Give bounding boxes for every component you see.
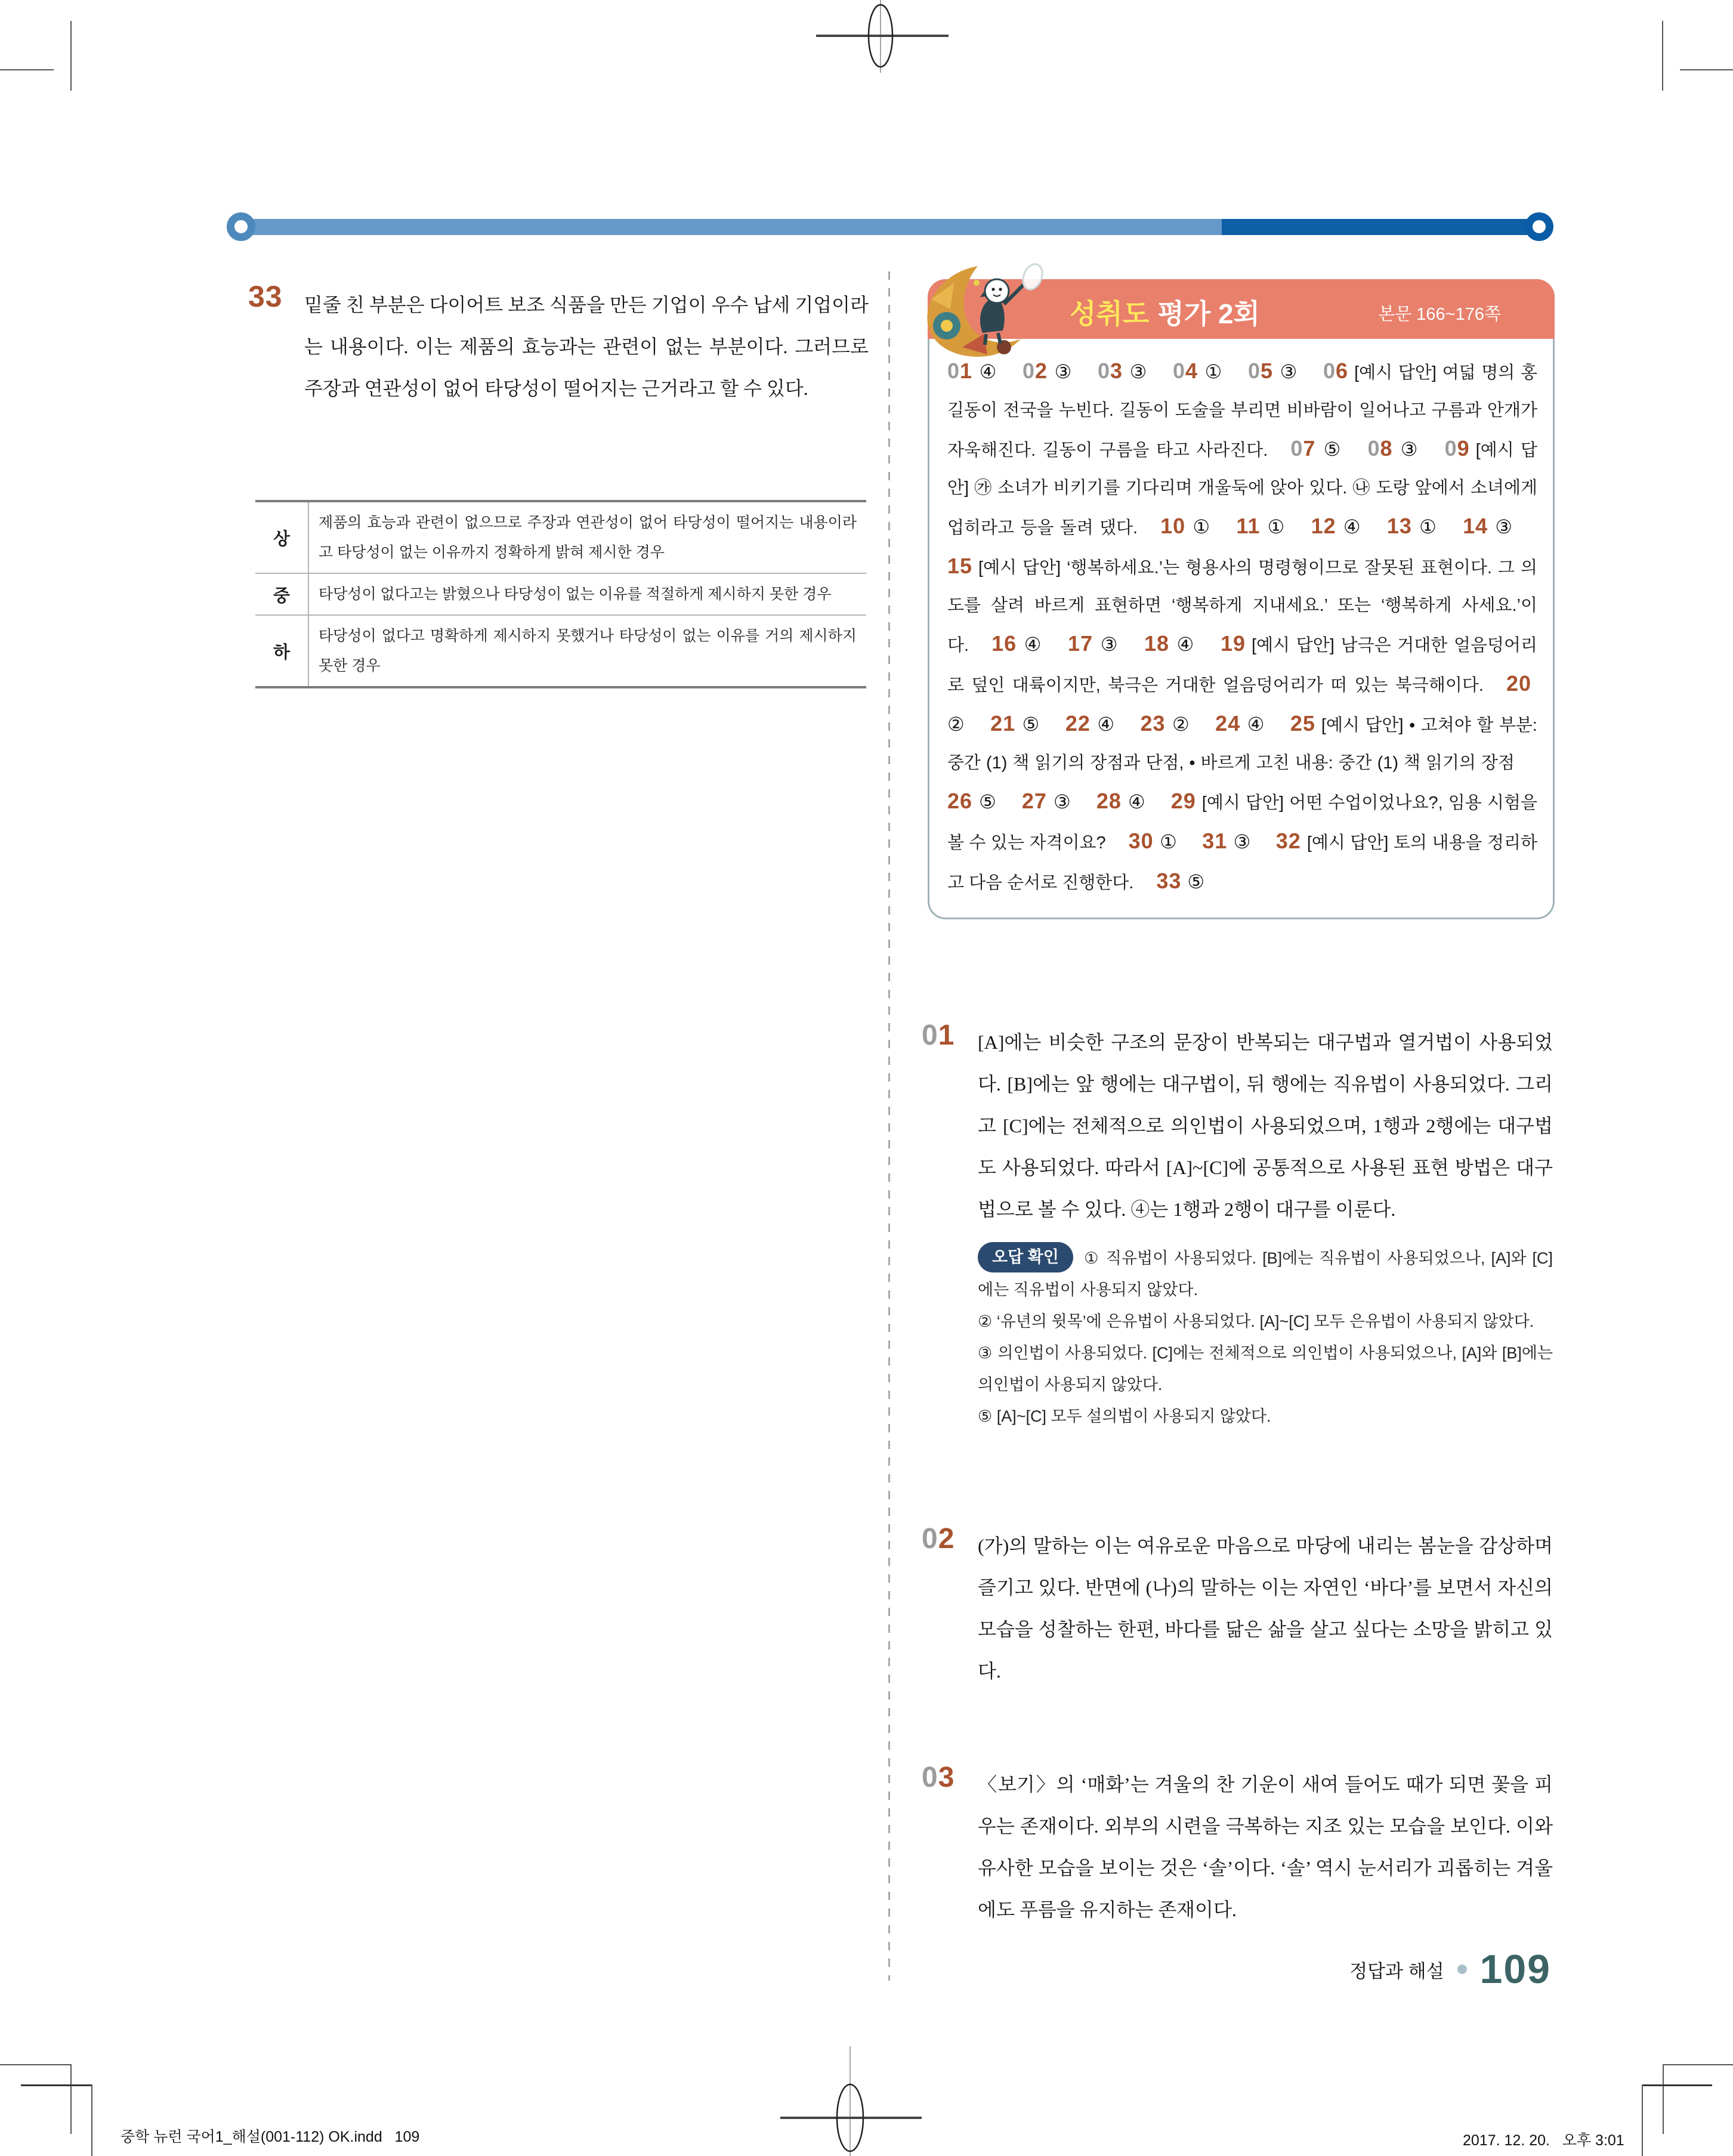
top-accent-bar (239, 219, 1551, 235)
answer-value: ⑤ (1021, 713, 1040, 735)
print-timestamp: 2017. 12. 20. 오후 3:01 (1463, 2132, 1624, 2149)
explanation-body: [A]에는 비슷한 구조의 문장이 반복되는 대구법과 열거법이 사용되었다. [B]에는 앞 행에는 대구법이, 뒤 행에는 직유법이 사용되었다. 그리고 [C]에는 전체적으로 의인법이 사용되었으며, 1행과 2행에는 대구법도 사용되었다. 따라서 [A]~[C]에 공통적으로 사용된 표현 방법은 대구법으로 볼 수 있다. ④는 1행과 2행이 대구를 이룬다. (978, 1031, 1553, 1220)
rubric-grade: 중 (255, 574, 309, 614)
answer-value: ④ (1246, 713, 1265, 735)
rubric-description: 타당성이 없다고는 밝혔으나 타당성이 없는 이유를 적절하게 제시하지 못한 경우 (319, 586, 832, 603)
answer-value: ④ (1096, 713, 1116, 735)
column-footer (922, 1946, 1551, 1993)
answer-number: 17 (1068, 631, 1093, 656)
answer-value: ③ (1398, 438, 1420, 460)
answer-value: ③ (1494, 516, 1513, 538)
answer-number: 22 (1065, 711, 1091, 736)
bar-end-ring-right (1525, 212, 1553, 241)
answer-number: 25 (1290, 711, 1315, 736)
answer-value: [예시 답안] • 고쳐야 할 부분: 중간 (1) 책 읽기의 장점과 단점, • 바르게 고친 내용: 중간 (1) 책 읽기의 장점 (947, 716, 1537, 773)
answer-value: [예시 답안] 여덟 명의 홍길동이 전국을 누빈다. 길동이 도술을 부리면 비바람이 일어나고 구름과 안개가 자욱해진다. 길동이 구름을 타고 사라진다. (947, 363, 1538, 460)
answer-number: 04 (1173, 359, 1198, 383)
answer-number: 01 (947, 359, 973, 383)
crop-mark (91, 2084, 92, 2156)
answer-number: 05 (1248, 359, 1274, 383)
answer-value: ④ (1022, 634, 1043, 655)
answer-number: 31 (1202, 829, 1228, 853)
answer-number: 30 (1128, 829, 1154, 853)
crop-mark (0, 69, 54, 70)
answer-value: ④ (1175, 634, 1196, 655)
explanation-number: 03 (922, 1762, 955, 1793)
wrong-check-item: ② ‘유년의 윗목’에 은유법이 사용되었다. [A]~[C] 모두 은유법이 사용되지 않았다. (978, 1312, 1534, 1330)
page-number: 109 (1479, 1947, 1551, 1992)
answer-number: 13 (1386, 514, 1412, 538)
explanation-section-02 (922, 1525, 1553, 1692)
answer-value: ③ (1279, 361, 1298, 382)
answer-number: 14 (1463, 514, 1488, 538)
question-33-number: 33 (248, 280, 283, 313)
answer-key-title-em: 성취도 (1070, 298, 1150, 329)
answer-number: 02 (1022, 359, 1048, 383)
answer-number: 33 (1156, 869, 1182, 893)
answer-number: 21 (990, 711, 1016, 736)
answer-value: ① (1159, 831, 1178, 852)
answer-key-header (928, 279, 1555, 339)
answer-value: ③ (1129, 361, 1148, 382)
answer-value: ③ (1099, 634, 1120, 655)
explanation-section-03 (922, 1763, 1553, 1930)
answer-value: ⑤ (1321, 438, 1343, 460)
explanation-number: 02 (922, 1523, 955, 1555)
answer-number: 09 (1444, 436, 1470, 461)
answer-number: 11 (1236, 514, 1261, 538)
crop-mark (1642, 2084, 1712, 2086)
answer-number: 26 (947, 789, 973, 813)
explanation-section-01 (922, 1021, 1553, 1432)
mascot-illustration (919, 262, 1070, 359)
wrong-check-item: ⑤ [A]~[C] 모두 설의법이 사용되지 않았다. (978, 1407, 1271, 1425)
column-divider (888, 271, 890, 1981)
answer-value: [예시 답안] 남극은 거대한 얼음덩어리로 덮인 대륙이지만, 북극은 거대한 얼음덩어리가 떠 있는 북극해이다. (947, 636, 1538, 695)
answer-value: ① (1417, 516, 1438, 538)
answer-number: 08 (1367, 436, 1393, 461)
answer-number: 19 (1220, 631, 1246, 656)
registration-mark-top (805, 0, 954, 75)
answer-value: [예시 답안] 토의 내용을 정리하고 다음 순서로 진행한다. (947, 833, 1537, 892)
explanation-body: (가)의 말하는 이는 여유로운 마음으로 마당에 내리는 봄눈을 감상하며 즐기고 있다. 반면에 (나)의 말하는 이는 자연인 ‘바다’를 보면서 자신의 모습을 성찰하는 한편, 바다를 닮은 삶을 살고 싶다는 소망을 밝히고 있다. (978, 1535, 1553, 1682)
answer-key-title (1070, 292, 1260, 332)
crop-mark (1663, 2064, 1733, 2065)
answer-number: 32 (1275, 829, 1301, 853)
answer-number: 15 (947, 554, 973, 578)
answer-number: 23 (1140, 711, 1166, 736)
answer-value: ④ (1342, 516, 1362, 538)
answer-value: ③ (1054, 361, 1073, 382)
answer-number: 18 (1144, 631, 1170, 656)
answer-key-page-ref: 본문 166~176쪽 (1378, 305, 1501, 324)
rubric-grade: 하 (255, 616, 309, 686)
answer-number: 10 (1160, 514, 1186, 538)
answer-value: ④ (1127, 791, 1146, 813)
answer-value: ③ (1052, 791, 1071, 813)
answer-number: 27 (1021, 789, 1047, 813)
answer-flow (929, 339, 1553, 918)
answer-value: ⑤ (1187, 871, 1205, 892)
crop-mark (1642, 2084, 1643, 2156)
answer-value: ④ (978, 361, 997, 382)
answer-value: [예시 답안] ‘행복하세요.’는 형용사의 명령형이므로 잘못된 표현이다. 그 의도를 살려 바르게 표현하면 ‘행복하게 지내세요.’ 또는 ‘행복하게 사세요.’이다. (947, 558, 1537, 655)
answer-value: ⑤ (978, 791, 997, 813)
answer-number: 06 (1323, 359, 1349, 383)
rubric-row (255, 502, 866, 573)
print-file-info: 중학 뉴런 국어1_해설(001-112) OK.indd 109 (121, 2129, 420, 2145)
answer-value: ② (947, 713, 966, 735)
answer-value: ① (1266, 516, 1286, 538)
footer-dot-icon (1457, 1965, 1467, 1974)
rubric-table (255, 500, 866, 688)
explanation-body: 〈보기〉의 ‘매화’는 겨울의 찬 기운이 새여 들어도 때가 되면 꽃을 피우는 존재이다. 외부의 시련을 극복하는 지조 있는 모습을 보인다. 이와 유사한 모습을 보이는 것은 ‘솔’이다. ‘솔’ 역시 눈서리가 괴롭히는 겨울에도 푸름을 유지하는 존재이다. (978, 1774, 1553, 1920)
footer-section-label: 정답과 해설 (1349, 1960, 1444, 1982)
crop-mark (21, 2084, 91, 2086)
crop-mark (1663, 2064, 1664, 2134)
wrong-check-item: ③ 의인법이 사용되었다. [C]에는 전체적으로 의인법이 사용되었으나, [A]와 [B]에는 의인법이 사용되지 않았다. (978, 1344, 1553, 1394)
answer-number: 28 (1096, 789, 1122, 813)
answer-number: 16 (991, 631, 1017, 656)
wrong-check-badge: 오답 확인 (978, 1242, 1073, 1272)
rubric-row (255, 614, 866, 686)
rubric-description: 타당성이 없다고 명확하게 제시하지 못했거나 타당성이 없는 이유를 거의 제시하지 못한 경우 (319, 628, 857, 674)
answer-number: 24 (1215, 711, 1241, 736)
answer-number: 29 (1170, 789, 1196, 813)
crop-mark (70, 2064, 72, 2134)
answer-key-title-rest: 평가 2회 (1157, 298, 1260, 329)
answer-value: ① (1204, 361, 1223, 382)
answer-number: 12 (1311, 514, 1336, 538)
answer-number: 20 (1506, 671, 1531, 696)
answer-number: 03 (1098, 359, 1123, 383)
answer-value: ① (1191, 516, 1212, 538)
crop-mark (70, 21, 72, 91)
rubric-grade: 상 (255, 502, 309, 573)
registration-mark-bottom (776, 2046, 925, 2156)
answer-value: ② (1171, 713, 1191, 735)
answer-value: [예시 답안] ㉮ 소녀가 비키기를 기다리며 개울둑에 앉아 있다. ㉯ 도랑 앞에서 소녀에게 업히라고 등을 돌려 댔다. (947, 441, 1537, 538)
explanation-number: 01 (922, 1020, 955, 1051)
answer-number: 07 (1290, 436, 1316, 461)
crop-mark (1662, 21, 1663, 91)
rubric-row (255, 573, 866, 614)
answer-value: ③ (1233, 831, 1251, 852)
answer-value: [예시 답안] 어떤 수업이었나요?, 임용 시험을 볼 수 있는 자격이요? (947, 793, 1538, 852)
answer-key-box (928, 279, 1555, 919)
crop-mark (1680, 69, 1733, 70)
crop-mark (0, 2064, 70, 2065)
question-33-explanation: 밑줄 친 부분은 다이어트 보조 식품을 만든 기업이 우수 납세 기업이라는 내용이다. 이는 제품의 효능과는 관련이 없는 부분이다. 그러므로 주장과 연관성이 없어 타당성이 떨어지는 근거라고 할 수 있다. (304, 294, 869, 399)
rubric-description: 제품의 효능과 관련이 없으므로 주장과 연관성이 없어 타당성이 떨어지는 내용이라고 타당성이 없는 이유까지 정확하게 밝혀 제시한 경우 (319, 514, 857, 561)
bar-end-ring-left (227, 212, 255, 241)
wrong-answer-check: 오답 확인 ① 직유법이 사용되었다. [B]에는 직유법이 사용되었으나, [A]와 [C]에는 직유법이 사용되지 않았다. ② ‘유년의 윗목’에 은유법이 사용되었다. [A]~[C] 모두 은유법이 사용되지 않았다. ③ 의인법이 사용되었다. [C]에는 전체적으로 의인법이 사용되었으나, [A]와 [B]에는 의인법이 사용되지 않았다. ⑤ [A]~[C] 모두 설의법이 사용되지 않았다. (978, 1242, 1553, 1432)
